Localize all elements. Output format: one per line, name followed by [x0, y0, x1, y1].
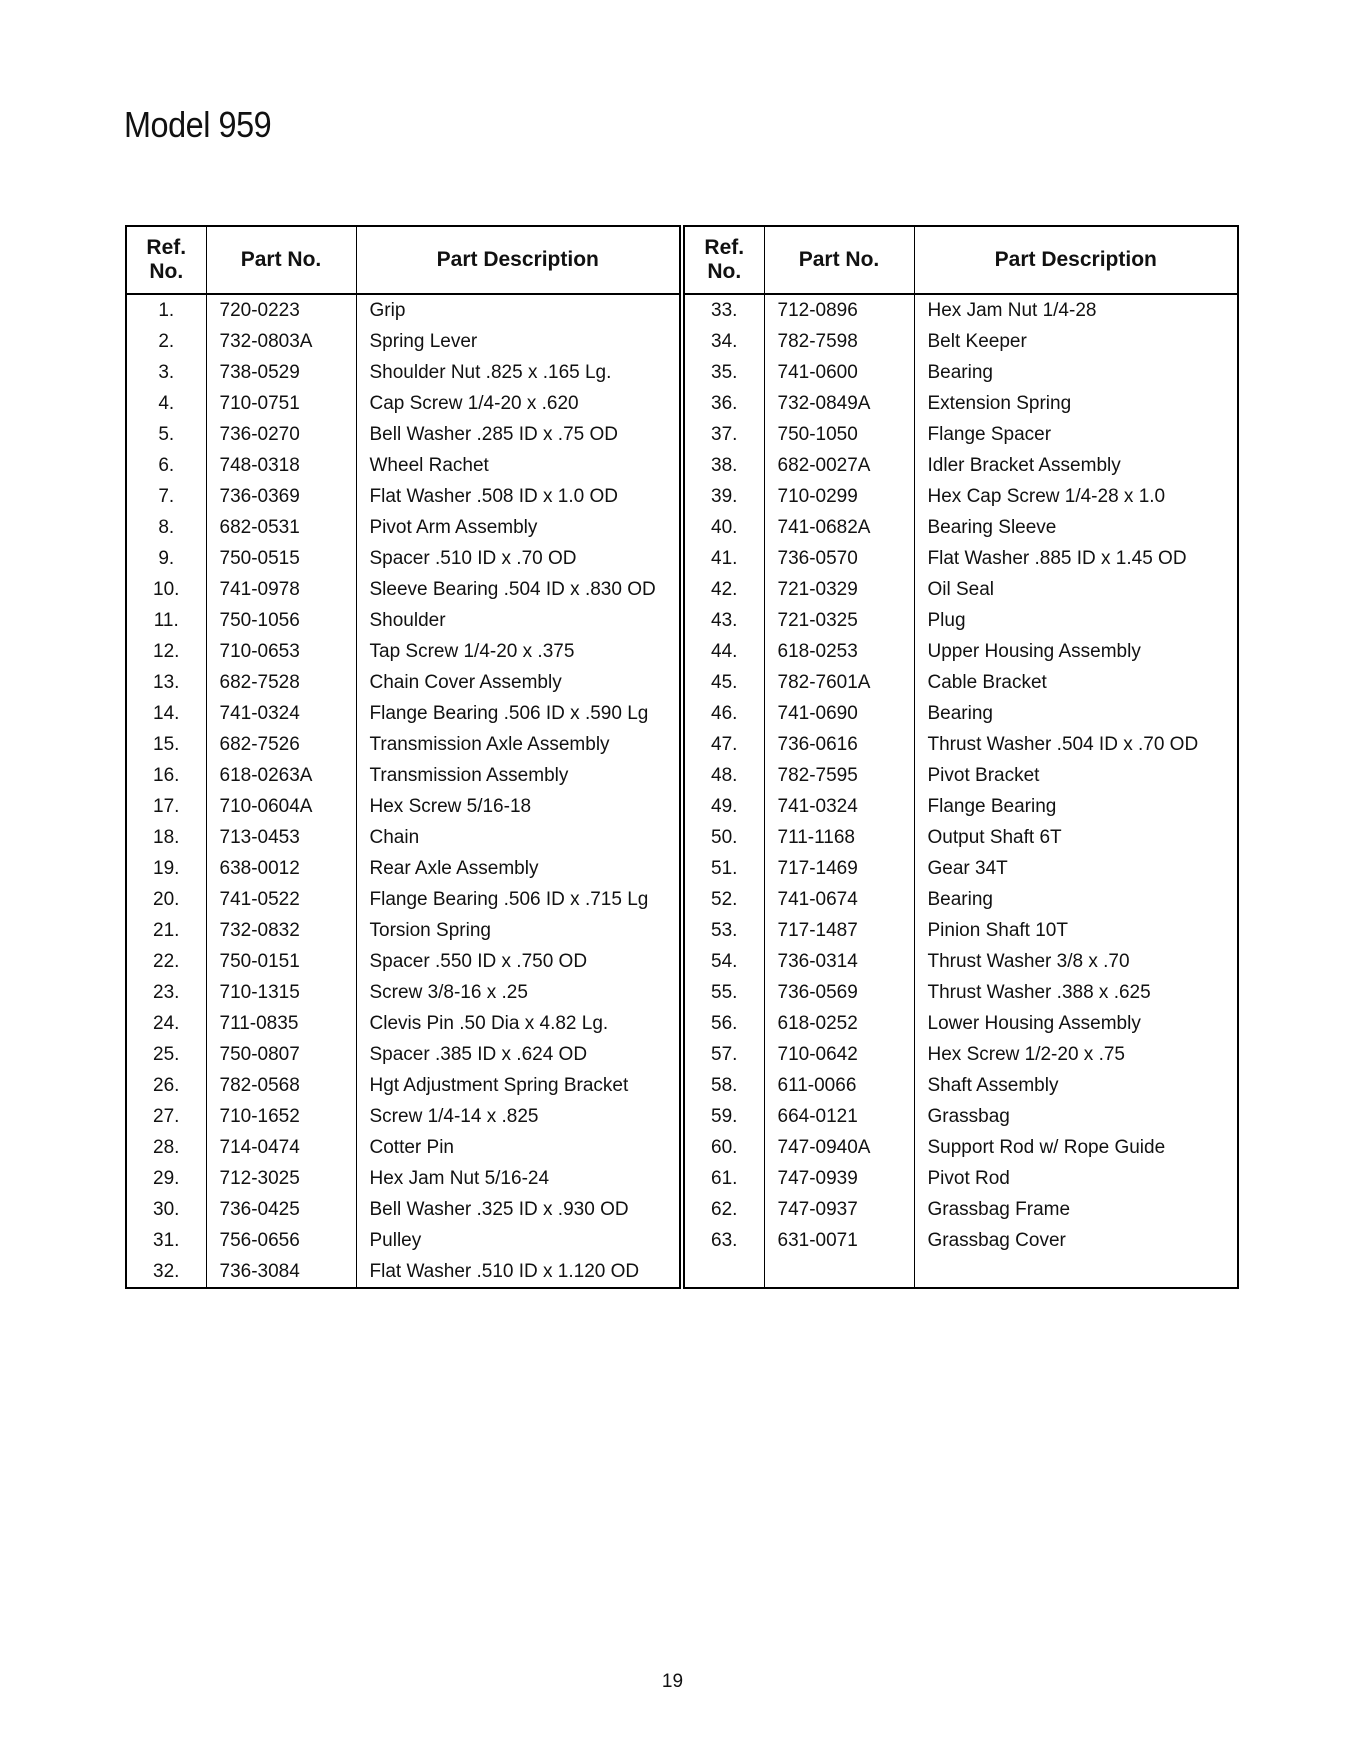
ref-cell: 36.	[684, 388, 764, 419]
ref-cell: 16.	[126, 760, 206, 791]
part-number-cell: 782-0568	[206, 1070, 356, 1101]
table-row	[684, 1070, 1238, 1101]
part-description-cell: Sleeve Bearing .504 ID x .830 OD	[369, 579, 656, 600]
ref-cell: 38.	[684, 450, 764, 481]
part-description-cell: Cable Bracket	[927, 672, 1047, 693]
part-description-cell: Grassbag Cover	[927, 1230, 1066, 1251]
part-number-cell: 732-0849A	[764, 388, 914, 419]
part-number-cell: 736-0314	[764, 946, 914, 977]
table-row	[684, 357, 1238, 388]
ref-cell: 10.	[126, 574, 206, 605]
part-description-cell: Spacer .550 ID x .750 OD	[369, 951, 588, 972]
page-title: Model 959	[124, 104, 272, 145]
ref-cell: 27.	[126, 1101, 206, 1132]
part-description-cell: Hex Screw 1/2-20 x .75	[927, 1044, 1125, 1065]
table-row	[126, 1101, 680, 1132]
part-description-cell: Flat Washer .510 ID x 1.120 OD	[369, 1261, 640, 1282]
table-row	[126, 946, 680, 977]
part-number-cell: 741-0600	[764, 357, 914, 388]
table-row	[126, 1039, 680, 1070]
part-description-cell: Thrust Washer .504 ID x .70 OD	[927, 734, 1199, 755]
part-number-cell: 712-0896	[764, 294, 914, 326]
ref-cell: 31.	[126, 1225, 206, 1256]
table-row	[684, 512, 1238, 543]
table-row	[684, 294, 1238, 326]
parts-table-left	[125, 225, 681, 1289]
part-description-cell: Flange Bearing .506 ID x .590 Lg	[369, 703, 649, 724]
part-description-cell: Clevis Pin .50 Dia x 4.82 Lg.	[369, 1013, 609, 1034]
part-number-cell: 717-1469	[764, 853, 914, 884]
table-row	[126, 388, 680, 419]
table-row	[126, 574, 680, 605]
ref-cell: 14.	[126, 698, 206, 729]
table-row	[684, 977, 1238, 1008]
table-row	[684, 1008, 1238, 1039]
part-description-cell: Pinion Shaft 10T	[927, 920, 1068, 941]
part-number-cell: 741-0978	[206, 574, 356, 605]
header-row	[126, 226, 680, 294]
ref-cell: 3.	[126, 357, 206, 388]
ref-cell: 23.	[126, 977, 206, 1008]
part-number-cell: 782-7598	[764, 326, 914, 357]
ref-cell: 24.	[126, 1008, 206, 1039]
table-row	[684, 419, 1238, 450]
ref-cell: 41.	[684, 543, 764, 574]
part-number-cell: 710-0604A	[206, 791, 356, 822]
table-row	[684, 760, 1238, 791]
table-row	[126, 1008, 680, 1039]
part-number-cell: 736-0569	[764, 977, 914, 1008]
ref-cell: 60.	[684, 1132, 764, 1163]
part-number-cell: 750-0515	[206, 543, 356, 574]
ref-cell: 53.	[684, 915, 764, 946]
part-description-cell: Upper Housing Assembly	[927, 641, 1141, 662]
part-number-cell: 721-0329	[764, 574, 914, 605]
table-row	[126, 543, 680, 574]
table-row	[126, 357, 680, 388]
table-row	[684, 729, 1238, 760]
ref-cell: 6.	[126, 450, 206, 481]
table-row	[684, 326, 1238, 357]
ref-cell: 33.	[684, 294, 764, 326]
part-number-cell: 747-0937	[764, 1194, 914, 1225]
table-row	[126, 294, 680, 326]
table-row	[684, 791, 1238, 822]
table-row	[684, 884, 1238, 915]
part-number-cell: 710-0299	[764, 481, 914, 512]
ref-cell: 5.	[126, 419, 206, 450]
part-description-cell: Cap Screw 1/4-20 x .620	[369, 393, 579, 414]
part-description-cell: Bell Washer .285 ID x .75 OD	[369, 424, 619, 445]
ref-cell: 2.	[126, 326, 206, 357]
ref-cell: 15.	[126, 729, 206, 760]
part-number-cell: 631-0071	[764, 1225, 914, 1256]
table-row	[126, 760, 680, 791]
part-description-cell: Hex Jam Nut 1/4-28	[927, 300, 1097, 321]
table-row	[126, 450, 680, 481]
ref-cell: 48.	[684, 760, 764, 791]
part-number-cell: 736-0425	[206, 1194, 356, 1225]
part-number-cell: 682-0027A	[764, 450, 914, 481]
part-number-cell: 741-0674	[764, 884, 914, 915]
ref-cell: 22.	[126, 946, 206, 977]
part-number-cell: 638-0012	[206, 853, 356, 884]
part-number-cell: 750-1050	[764, 419, 914, 450]
part-number-cell: 682-7528	[206, 667, 356, 698]
header-part-no: Part No.	[764, 226, 914, 294]
part-number-cell: 721-0325	[764, 605, 914, 636]
part-description-cell: Flange Bearing .506 ID x .715 Lg	[369, 889, 649, 910]
part-description-cell: Flange Bearing	[927, 796, 1057, 817]
ref-cell: 63.	[684, 1225, 764, 1256]
table-row	[126, 636, 680, 667]
table-row	[126, 512, 680, 543]
part-description-cell: Idler Bracket Assembly	[927, 455, 1121, 476]
part-number-cell: 741-0324	[764, 791, 914, 822]
part-number-cell: 712-3025	[206, 1163, 356, 1194]
ref-cell: 28.	[126, 1132, 206, 1163]
table-row	[684, 1194, 1238, 1225]
ref-cell: 9.	[126, 543, 206, 574]
table-row	[684, 1163, 1238, 1194]
header-part-no: Part No.	[206, 226, 356, 294]
table-row	[684, 636, 1238, 667]
header-ref-no: Ref. No.	[684, 226, 764, 294]
page-number: 19	[661, 1671, 684, 1692]
part-description-cell: Spacer .385 ID x .624 OD	[369, 1044, 588, 1065]
part-description-cell: Screw 1/4-14 x .825	[369, 1106, 539, 1127]
part-number-cell: 750-1056	[206, 605, 356, 636]
part-description-cell: Chain Cover Assembly	[369, 672, 562, 693]
part-number-cell: 714-0474	[206, 1132, 356, 1163]
ref-cell: 39.	[684, 481, 764, 512]
ref-cell: 19.	[126, 853, 206, 884]
part-description-cell: Pulley	[369, 1230, 422, 1251]
table-row	[126, 915, 680, 946]
right-rows	[684, 294, 1238, 1288]
table-row	[684, 1225, 1238, 1256]
ref-cell: 17.	[126, 791, 206, 822]
part-number-cell: 747-0939	[764, 1163, 914, 1194]
part-description-cell: Torsion Spring	[369, 920, 491, 941]
part-number-cell: 736-0369	[206, 481, 356, 512]
part-description-cell: Bell Washer .325 ID x .930 OD	[369, 1199, 629, 1220]
part-number-cell: 611-0066	[764, 1070, 914, 1101]
ref-cell: 51.	[684, 853, 764, 884]
part-number-cell: 682-7526	[206, 729, 356, 760]
ref-cell: 61.	[684, 1163, 764, 1194]
part-number-cell	[764, 1256, 914, 1288]
part-description-cell: Support Rod w/ Rope Guide	[927, 1137, 1166, 1158]
ref-cell: 4.	[126, 388, 206, 419]
left-rows	[126, 294, 680, 1288]
table-row	[126, 667, 680, 698]
table-row	[684, 605, 1238, 636]
table-row	[126, 605, 680, 636]
part-description-cell: Transmission Assembly	[369, 765, 569, 786]
part-description-cell: Thrust Washer .388 x .625	[927, 982, 1151, 1003]
ref-cell: 18.	[126, 822, 206, 853]
table-row	[126, 729, 680, 760]
part-description-cell: Plug	[927, 610, 966, 631]
part-description-cell: Flat Washer .885 ID x 1.45 OD	[927, 548, 1187, 569]
table-row	[126, 1132, 680, 1163]
ref-cell: 58.	[684, 1070, 764, 1101]
table-row	[684, 667, 1238, 698]
table-row	[684, 853, 1238, 884]
part-description-cell: Pivot Rod	[927, 1168, 1010, 1189]
ref-cell: 56.	[684, 1008, 764, 1039]
part-description-cell: Belt Keeper	[927, 331, 1027, 352]
part-number-cell: 736-0616	[764, 729, 914, 760]
table-row	[684, 1256, 1238, 1288]
part-description-cell: Hex Cap Screw 1/4-28 x 1.0	[927, 486, 1166, 507]
part-description-cell: Extension Spring	[927, 393, 1072, 414]
part-description-cell: Spring Lever	[369, 331, 478, 352]
table-row	[126, 1194, 680, 1225]
ref-cell: 52.	[684, 884, 764, 915]
ref-cell: 54.	[684, 946, 764, 977]
ref-cell: 57.	[684, 1039, 764, 1070]
ref-cell: 46.	[684, 698, 764, 729]
table-row	[126, 481, 680, 512]
part-description-cell: Oil Seal	[927, 579, 995, 600]
part-number-cell: 682-0531	[206, 512, 356, 543]
part-description-cell: Bearing Sleeve	[927, 517, 1057, 538]
part-description-cell: Grassbag	[927, 1106, 1010, 1127]
part-description-cell: Bearing	[927, 362, 993, 383]
part-number-cell: 732-0803A	[206, 326, 356, 357]
part-description-cell: Bearing	[927, 889, 993, 910]
part-description-cell: Gear 34T	[927, 858, 1008, 879]
part-description-cell: Hex Jam Nut 5/16-24	[369, 1168, 550, 1189]
table-row	[684, 946, 1238, 977]
part-description-cell: Grassbag Frame	[927, 1199, 1071, 1220]
part-description-cell: Flange Spacer	[927, 424, 1052, 445]
ref-cell: 32.	[126, 1256, 206, 1288]
ref-cell: 37.	[684, 419, 764, 450]
part-number-cell: 717-1487	[764, 915, 914, 946]
table-row	[684, 1132, 1238, 1163]
part-number-cell: 748-0318	[206, 450, 356, 481]
part-description-cell: Pivot Arm Assembly	[369, 517, 538, 538]
part-description-cell: Shaft Assembly	[927, 1075, 1059, 1096]
ref-cell: 7.	[126, 481, 206, 512]
table-row	[684, 1101, 1238, 1132]
parts-tables	[125, 225, 1239, 1289]
parts-table-right	[683, 225, 1239, 1289]
part-number-cell: 738-0529	[206, 357, 356, 388]
ref-cell: 59.	[684, 1101, 764, 1132]
ref-cell: 40.	[684, 512, 764, 543]
table-row	[684, 915, 1238, 946]
ref-cell: 34.	[684, 326, 764, 357]
ref-cell: 43.	[684, 605, 764, 636]
part-number-cell: 618-0252	[764, 1008, 914, 1039]
table-row	[684, 698, 1238, 729]
table-row	[684, 543, 1238, 574]
ref-cell: 49.	[684, 791, 764, 822]
ref-cell: 42.	[684, 574, 764, 605]
ref-cell	[684, 1256, 764, 1288]
table-row	[126, 1070, 680, 1101]
part-number-cell: 750-0151	[206, 946, 356, 977]
table-row	[126, 884, 680, 915]
part-description-cell: Cotter Pin	[369, 1137, 454, 1158]
header-part-description: Part Description	[914, 226, 1238, 294]
table-row	[684, 450, 1238, 481]
table-row	[126, 1256, 680, 1288]
part-number-cell: 782-7595	[764, 760, 914, 791]
ref-cell: 12.	[126, 636, 206, 667]
part-description-cell: Shoulder Nut .825 x .165 Lg.	[369, 362, 612, 383]
part-number-cell: 711-0835	[206, 1008, 356, 1039]
part-number-cell: 741-0682A	[764, 512, 914, 543]
table-row	[126, 419, 680, 450]
table-row	[126, 326, 680, 357]
ref-cell: 62.	[684, 1194, 764, 1225]
part-number-cell: 756-0656	[206, 1225, 356, 1256]
part-description-cell: Bearing	[927, 703, 993, 724]
ref-cell: 30.	[126, 1194, 206, 1225]
part-description-cell: Hex Screw 5/16-18	[369, 796, 532, 817]
ref-cell: 20.	[126, 884, 206, 915]
table-row	[126, 977, 680, 1008]
part-description-cell: Hgt Adjustment Spring Bracket	[369, 1075, 629, 1096]
part-description-cell: Output Shaft 6T	[927, 827, 1062, 848]
ref-cell: 13.	[126, 667, 206, 698]
header-row	[684, 226, 1238, 294]
part-description-cell: Thrust Washer 3/8 x .70	[927, 951, 1130, 972]
part-number-cell: 664-0121	[764, 1101, 914, 1132]
part-number-cell: 713-0453	[206, 822, 356, 853]
part-description-cell: Wheel Rachet	[369, 455, 489, 476]
part-description-cell: Flat Washer .508 ID x 1.0 OD	[369, 486, 618, 507]
part-number-cell: 720-0223	[206, 294, 356, 326]
table-row	[684, 1039, 1238, 1070]
part-description-cell: Chain	[369, 827, 420, 848]
part-number-cell: 782-7601A	[764, 667, 914, 698]
part-number-cell: 711-1168	[764, 822, 914, 853]
table-row	[126, 1163, 680, 1194]
header-ref-no: Ref. No.	[126, 226, 206, 294]
part-number-cell: 710-0653	[206, 636, 356, 667]
part-number-cell: 741-0690	[764, 698, 914, 729]
part-description-cell: Shoulder	[369, 610, 446, 631]
part-description-cell: Pivot Bracket	[927, 765, 1040, 786]
part-number-cell: 747-0940A	[764, 1132, 914, 1163]
table-row	[684, 822, 1238, 853]
ref-cell: 21.	[126, 915, 206, 946]
ref-cell: 1.	[126, 294, 206, 326]
table-row	[684, 574, 1238, 605]
ref-cell: 29.	[126, 1163, 206, 1194]
part-number-cell: 618-0253	[764, 636, 914, 667]
part-description-cell: Grip	[369, 300, 406, 321]
ref-cell: 55.	[684, 977, 764, 1008]
part-number-cell: 741-0324	[206, 698, 356, 729]
part-number-cell: 710-1315	[206, 977, 356, 1008]
ref-cell: 47.	[684, 729, 764, 760]
part-description-cell: Lower Housing Assembly	[927, 1013, 1141, 1034]
part-description-cell: Rear Axle Assembly	[369, 858, 539, 879]
table-row	[684, 388, 1238, 419]
ref-cell: 44.	[684, 636, 764, 667]
part-number-cell: 741-0522	[206, 884, 356, 915]
part-description-cell: Spacer .510 ID x .70 OD	[369, 548, 577, 569]
ref-cell: 8.	[126, 512, 206, 543]
ref-cell: 26.	[126, 1070, 206, 1101]
part-number-cell: 710-1652	[206, 1101, 356, 1132]
part-number-cell: 710-0642	[764, 1039, 914, 1070]
part-number-cell: 736-3084	[206, 1256, 356, 1288]
part-number-cell: 732-0832	[206, 915, 356, 946]
table-row	[126, 822, 680, 853]
ref-cell: 45.	[684, 667, 764, 698]
part-description-cell	[914, 1256, 1238, 1288]
table-row	[126, 791, 680, 822]
part-number-cell: 750-0807	[206, 1039, 356, 1070]
part-number-cell: 736-0570	[764, 543, 914, 574]
part-description-cell: Transmission Axle Assembly	[369, 734, 610, 755]
table-row	[684, 481, 1238, 512]
ref-cell: 35.	[684, 357, 764, 388]
part-description-cell: Tap Screw 1/4-20 x .375	[369, 641, 575, 662]
part-number-cell: 736-0270	[206, 419, 356, 450]
part-description-cell: Screw 3/8-16 x .25	[369, 982, 528, 1003]
ref-cell: 50.	[684, 822, 764, 853]
ref-cell: 11.	[126, 605, 206, 636]
table-row	[126, 853, 680, 884]
part-number-cell: 710-0751	[206, 388, 356, 419]
part-number-cell: 618-0263A	[206, 760, 356, 791]
table-row	[126, 1225, 680, 1256]
ref-cell: 25.	[126, 1039, 206, 1070]
header-part-description: Part Description	[356, 226, 680, 294]
table-row	[126, 698, 680, 729]
